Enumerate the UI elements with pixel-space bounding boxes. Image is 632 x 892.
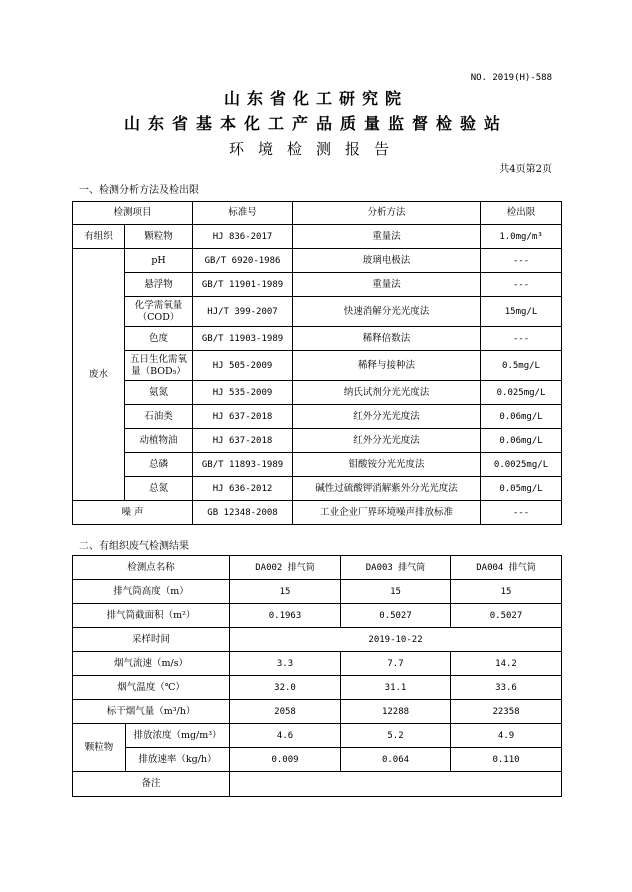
row-label: 烟气流速（m/s）	[73, 652, 230, 676]
method-cell: 红外分光光度法	[293, 429, 481, 453]
item-cell: 动植物油	[125, 429, 193, 453]
header-point-name: 检测点名称	[73, 556, 230, 580]
standard-cell: HJ 637-2018	[193, 429, 293, 453]
standard-cell: GB/T 11893-1989	[193, 453, 293, 477]
value-cell: 15	[451, 580, 562, 604]
limit-cell: ---	[481, 501, 562, 525]
limit-cell: 0.025mg/L	[481, 381, 562, 405]
value-cell: 7.7	[341, 652, 451, 676]
table-row	[73, 327, 562, 351]
method-cell: 钼酸铵分光光度法	[293, 453, 481, 477]
table-row	[73, 604, 562, 628]
limit-cell: 0.06mg/L	[481, 405, 562, 429]
item-cell: 石油类	[125, 405, 193, 429]
sampling-date: 2019-10-22	[230, 628, 562, 652]
row-label: 标干烟气量（m³/h）	[73, 700, 230, 724]
value-cell: 14.2	[451, 652, 562, 676]
table-row	[73, 249, 562, 273]
category-organized: 有组织	[73, 225, 125, 249]
table-row	[73, 748, 562, 772]
table-row	[73, 676, 562, 700]
method-cell: 重量法	[293, 225, 481, 249]
table-row	[73, 453, 562, 477]
category-wastewater: 废水	[73, 249, 125, 501]
method-cell: 玻璃电极法	[293, 249, 481, 273]
org-name: 山东省化工研究院	[223, 89, 408, 108]
standard-cell: HJ 535-2009	[193, 381, 293, 405]
table-row	[73, 297, 562, 327]
table-row	[73, 501, 562, 525]
section1-title: 一、检测分析方法及检出限	[79, 185, 199, 196]
header-standard: 标准号	[193, 202, 293, 225]
value-cell: 15	[341, 580, 451, 604]
item-cell: 化学需氧量（COD）	[125, 297, 193, 327]
header-method: 分析方法	[293, 202, 481, 225]
standard-cell: HJ/T 399-2007	[193, 297, 293, 327]
item-cell: 总氮	[125, 477, 193, 501]
limit-cell: 1.0mg/m³	[481, 225, 562, 249]
table-row	[73, 652, 562, 676]
table-row	[73, 405, 562, 429]
emission-results-table	[72, 555, 562, 797]
limit-cell: 0.05mg/L	[481, 477, 562, 501]
point-da004: DA004 排气筒	[451, 556, 562, 580]
value-cell: 2058	[230, 700, 341, 724]
value-cell: 31.1	[341, 676, 451, 700]
value-cell: 33.6	[451, 676, 562, 700]
item-cell: 色度	[125, 327, 193, 351]
value-cell: 0.5027	[341, 604, 451, 628]
table-row	[73, 580, 562, 604]
value-cell: 32.0	[230, 676, 341, 700]
row-label: 排气筒截面积（m²）	[73, 604, 230, 628]
limit-cell: 15mg/L	[481, 297, 562, 327]
limit-cell: 0.0025mg/L	[481, 453, 562, 477]
value-cell: 22358	[451, 700, 562, 724]
table-row	[73, 351, 562, 381]
remarks-label: 备注	[73, 772, 230, 797]
standard-cell: HJ 836-2017	[193, 225, 293, 249]
table-row	[73, 225, 562, 249]
row-label: 排放浓度（mg/m³）	[126, 724, 230, 748]
method-cell: 重量法	[293, 273, 481, 297]
particulate-label: 颗粒物	[73, 724, 126, 772]
table-row	[73, 273, 562, 297]
method-table	[72, 201, 562, 525]
table-row	[73, 724, 562, 748]
section2-title: 二、有组织废气检测结果	[79, 541, 189, 552]
row-label: 排放速率（kg/h）	[126, 748, 230, 772]
station-name: 山东省基本化工产品质量监督检验站	[123, 114, 508, 133]
method-cell: 碱性过硫酸钾消解紫外分光光度法	[293, 477, 481, 501]
row-label: 烟气温度（℃）	[73, 676, 230, 700]
report-title: 环境检测报告	[228, 140, 403, 158]
standard-cell: GB/T 6920-1986	[193, 249, 293, 273]
header-limit: 检出限	[481, 202, 562, 225]
method-cell: 快速消解分光光度法	[293, 297, 481, 327]
value-cell: 4.9	[451, 724, 562, 748]
method-cell: 稀释倍数法	[293, 327, 481, 351]
table-row	[73, 628, 562, 652]
page-info: 共4页第2页	[499, 164, 552, 175]
value-cell: 0.064	[341, 748, 451, 772]
method-cell: 纳氏试剂分光光度法	[293, 381, 481, 405]
value-cell: 15	[230, 580, 341, 604]
limit-cell: 0.06mg/L	[481, 429, 562, 453]
row-label: 采样时间	[73, 628, 230, 652]
method-cell: 工业企业厂界环境噪声排放标准	[293, 501, 481, 525]
limit-cell: ---	[481, 273, 562, 297]
standard-cell: GB 12348-2008	[193, 501, 293, 525]
method-cell: 稀释与接种法	[293, 351, 481, 381]
item-cell: 颗粒物	[125, 225, 193, 249]
remarks-value	[230, 772, 562, 797]
standard-cell: HJ 505-2009	[193, 351, 293, 381]
standard-cell: GB/T 11903-1989	[193, 327, 293, 351]
item-cell: 总磷	[125, 453, 193, 477]
point-da003: DA003 排气筒	[341, 556, 451, 580]
limit-cell: ---	[481, 327, 562, 351]
table-row	[73, 477, 562, 501]
value-cell: 5.2	[341, 724, 451, 748]
value-cell: 0.110	[451, 748, 562, 772]
table-row	[73, 700, 562, 724]
report-number: NO. 2019(H)-588	[470, 73, 552, 83]
row-label: 排气筒高度（m）	[73, 580, 230, 604]
header-item: 检测项目	[73, 202, 193, 225]
value-cell: 0.009	[230, 748, 341, 772]
standard-cell: HJ 636-2012	[193, 477, 293, 501]
standard-cell: GB/T 11901-1989	[193, 273, 293, 297]
value-cell: 4.6	[230, 724, 341, 748]
value-cell: 0.5027	[451, 604, 562, 628]
point-da002: DA002 排气筒	[230, 556, 341, 580]
value-cell: 0.1963	[230, 604, 341, 628]
item-cell: 五日生化需氧量（BOD₅）	[125, 351, 193, 381]
table-row	[73, 381, 562, 405]
method-cell: 红外分光光度法	[293, 405, 481, 429]
table-row	[73, 772, 562, 797]
standard-cell: HJ 637-2018	[193, 405, 293, 429]
value-cell: 12288	[341, 700, 451, 724]
value-cell: 3.3	[230, 652, 341, 676]
table-header-row	[73, 556, 562, 580]
item-noise: 噪 声	[73, 501, 193, 525]
item-cell: 氨氮	[125, 381, 193, 405]
limit-cell: ---	[481, 249, 562, 273]
item-cell: pH	[125, 249, 193, 273]
table-row	[73, 429, 562, 453]
item-cell: 悬浮物	[125, 273, 193, 297]
limit-cell: 0.5mg/L	[481, 351, 562, 381]
table-header-row	[73, 202, 562, 225]
